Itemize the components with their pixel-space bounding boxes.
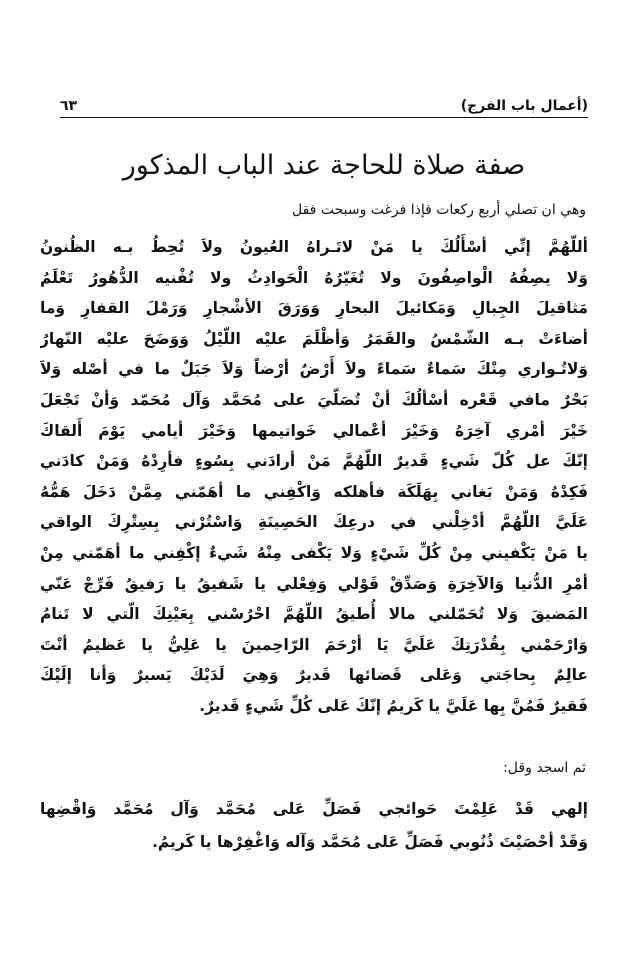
running-title: (أعمال باب الفرج)	[460, 98, 588, 114]
prayer-line: مَثاقيلَ الجِبالِ وَمَكائيلَ البحارِ وَوَرَقَ الأشْجارِ وَرَمْلَ القفارِ وَما	[40, 299, 588, 318]
page-number: ٦٣	[60, 98, 78, 114]
header-divider	[60, 117, 588, 118]
prayer-line-last: فَقيرٌ فَمُنَّ بِها عَلَيَّ يا كَريمُ إنّكَ عَلى كُلِّ شَيءٍ قَديرٌ.	[199, 696, 588, 715]
prostration-supplication	[40, 793, 588, 859]
prayer-line: أضاءَتْ بـه الشّمْسُ والقَمَرُ وَأظْلَمَ عليْه اللّيْلُ وَوَضَحَ عليْه النّهارُ	[40, 329, 588, 348]
prayer-line: يا مَنْ يَكْفيني مِنْ كُلِّ شَيْءٍ وَلا يَكْفى مِنْهُ شَيءٌ إكْفِني ما أهَمّني مِنْ	[40, 543, 588, 562]
prayer-text	[40, 232, 588, 722]
prayer-line: وَلاتُـواري مِنْكَ سَماءٌ سَماءً ولاَ أَرْضٌ أرْضاً وَلاَ جَبَلٌ ما في أصْله وَلاَ	[40, 360, 588, 379]
prayer-line: خَيْرَ أمْري آخِرَهُ وَخَيْرَ أعْمالي خَواتيمها وَخَيْرَ أيامي يَوْمَ أَلقاكَ	[40, 421, 588, 440]
prayer-line: عالِمٌ بِحاجَتي وَعَلى قَضائها قَديرٌ وَهِيَ لَدَيْكَ يَسيرٌ وَأنا إلَيْكَ	[40, 666, 588, 685]
prayer-line: عَلَيَّ اللّهُمَّ أدْخِلْني في درعِكَ الحَصِينَةِ وَاسْتُرْني بِسِتْرِكَ الواقي	[40, 513, 588, 532]
prayer-line: أمْرِ الدُّنيا وَالآخِرَةِ وَصَدِّقْ قَوْلي وَفِعْلي يا شَفيقُ يا رَفيقُ فَرِّجْ عَنّي	[40, 574, 588, 593]
section-title: صفة صلاة للحاجة عند الباب المذكور	[122, 150, 526, 181]
supplication-line: وَقَدْ أحْصَيْتَ ذُنُوبي فَصَلِّ عَلى مُحَمَّد وَآله وَاغْفِرْها يا كَريمُ.	[152, 833, 588, 851]
prayer-line: أللّهُمَّ إنِّي أسْأَلُكَ يا مَنْ لاتَـراهُ العُيونُ ولاَ تُحِطُ بـه الظُنونُ	[40, 238, 588, 256]
prayer-line: المَضيقَ وَلا تُحَمّلني مالا أُطيقُ اللّهُمَّ احْرُسْني بِعَيْنِكَ الّتي لا تَنامُ	[40, 605, 588, 624]
prayer-line: وَلا يصِفُهُ الْواصِفُونَ ولا تُغَيّرُهُ الْحَوادِثُ ولا تُفْنيه الدُّهُورُ تَعْلَمُ	[40, 268, 588, 287]
prayer-line: فَكِدْهُ وَمَنْ بَغاني بِهَلَكَة فأهلكه وَاكْفِني ما أهَمّني مِمَّنْ دَخَلَ هَمُّهُ	[40, 482, 588, 501]
prostration-instruction: ثم اسجد وقل:	[503, 760, 586, 776]
prayer-line: إنّكَ عل كُلّ شَيءٍ قَديرٌ اللّهُمَّ مَنْ أرادَني بِسُوءٍ فأرِدْهُ وَمَنْ كادَني	[40, 452, 588, 471]
section-subtitle: وهي ان تصلي أربع ركعات فإذا فرغت وسبحت فقل	[292, 202, 586, 218]
supplication-line: إلهي قَدْ عَلِمْتَ حَوائجي فَصَلِّ عَلى مُحَمَّد وَآل مُحَمَّد وَاقْضِها	[40, 800, 588, 818]
prayer-line: بَحْرٌ مافي قَعْره أسْألُكَ أنْ تُصَلّيَ على مُحَمَّد وَآل مُحَمّد وَأنْ تَجْعَلَ	[40, 390, 588, 409]
running-header	[60, 88, 588, 114]
prayer-line: وَارْحَمْني بِقُدْرَتِكَ عَلَيَّ يَا أرْحَمَ الرّاحِمينَ يا عَلِيُّ يا عَظيمُ أنْتَ	[40, 635, 588, 654]
